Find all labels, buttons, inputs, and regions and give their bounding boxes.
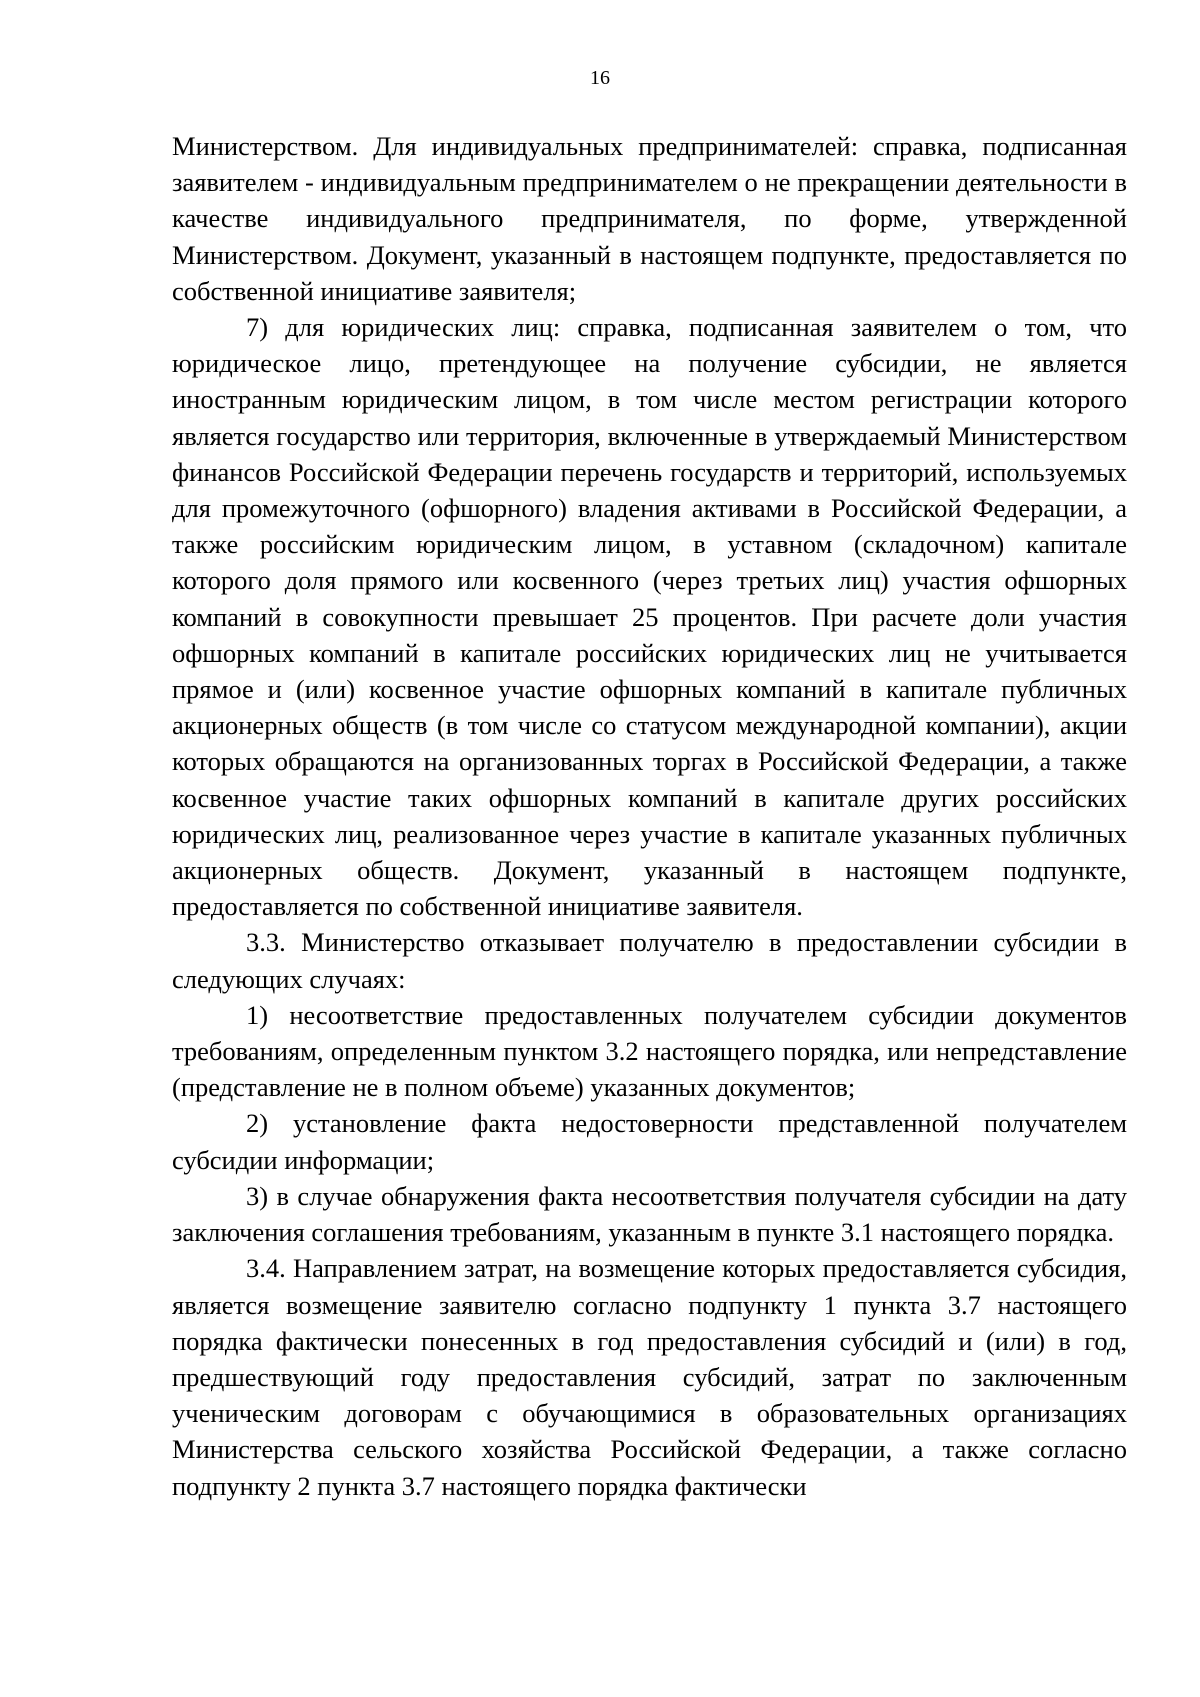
paragraph-continuation: Министерством. Для индивидуальных предпринимателей: справка, подписанная заявителем - индивидуальным предпринимателем о не прекращении деятельности в качестве индивидуального предпринимателя, по форме, утвержденной Министерством. Документ, указанный в настоящем подпункте, предоставляется по собственной инициативе заявителя; [172, 131, 1127, 306]
paragraph-section-3-3: 3.3. Министерство отказывает получателю в предоставлении субсидии в следующих случаях: [172, 927, 1127, 994]
paragraph-item-7: 7) для юридических лиц: справка, подписанная заявителем о том, что юридическое лицо, претендующее на получение субсидии, не является иностранным юридическим лицом, в том числе местом регистрации которого является государство или территория, включенные в утверждаемый Министерством финансов Российской Федерации перечень государств и территорий, используемых для промежуточного (офшорного) владения активами в Российской Федерации, а также российским юридическим лицом, в уставном (складочном) капитале которого доля прямого или косвенного (через третьих лиц) участия офшорных компаний в совокупности превышает 25 процентов. При расчете доли участия офшорных компаний в капитале российских юридических лиц не учитывается прямое и (или) косвенное участие офшорных компаний в капитале публичных акционерных обществ (в том числе со статусом международной компании), акции которых обращаются на организованных торгах в Российской Федерации, а также косвенное участие таких офшорных компаний в капитале других российских юридических лиц, реализованное через участие в капитале указанных публичных акционерных обществ. Документ, указанный в настоящем подпункте, предоставляется по собственной инициативе заявителя. [172, 312, 1127, 922]
paragraph-item-3: 3) в случае обнаружения факта несоответствия получателя субсидии на дату заключения соглашения требованиям, указанным в пункте 3.1 настоящего порядка. [172, 1180, 1127, 1248]
paragraph-item-1: 1) несоответствие предоставленных получателем субсидии документов требованиям, определенным пунктом 3.2 настоящего порядка, или непредставление (представление не в полном объеме) указанных документов; [172, 999, 1127, 1103]
document-body [172, 128, 1127, 1504]
paragraph-section-3-4: 3.4. Направлением затрат, на возмещение которых предоставляется субсидия, является возмещение заявителю согласно подпункту 1 пункта 3.7 настоящего порядка фактически понесенных в год предоставления субсидий и (или) в год, предшествующий году предоставления субсидий, затрат по заключенным ученическим договорам с обучающимися в образовательных организациях Министерства сельского хозяйства Российской Федерации, а также согласно подпункту 2 пункта 3.7 настоящего порядка фактически [172, 1253, 1127, 1501]
paragraph-item-2: 2) установление факта недостоверности представленной получателем субсидии информации; [172, 1108, 1127, 1175]
page-number: 16 [590, 67, 610, 89]
